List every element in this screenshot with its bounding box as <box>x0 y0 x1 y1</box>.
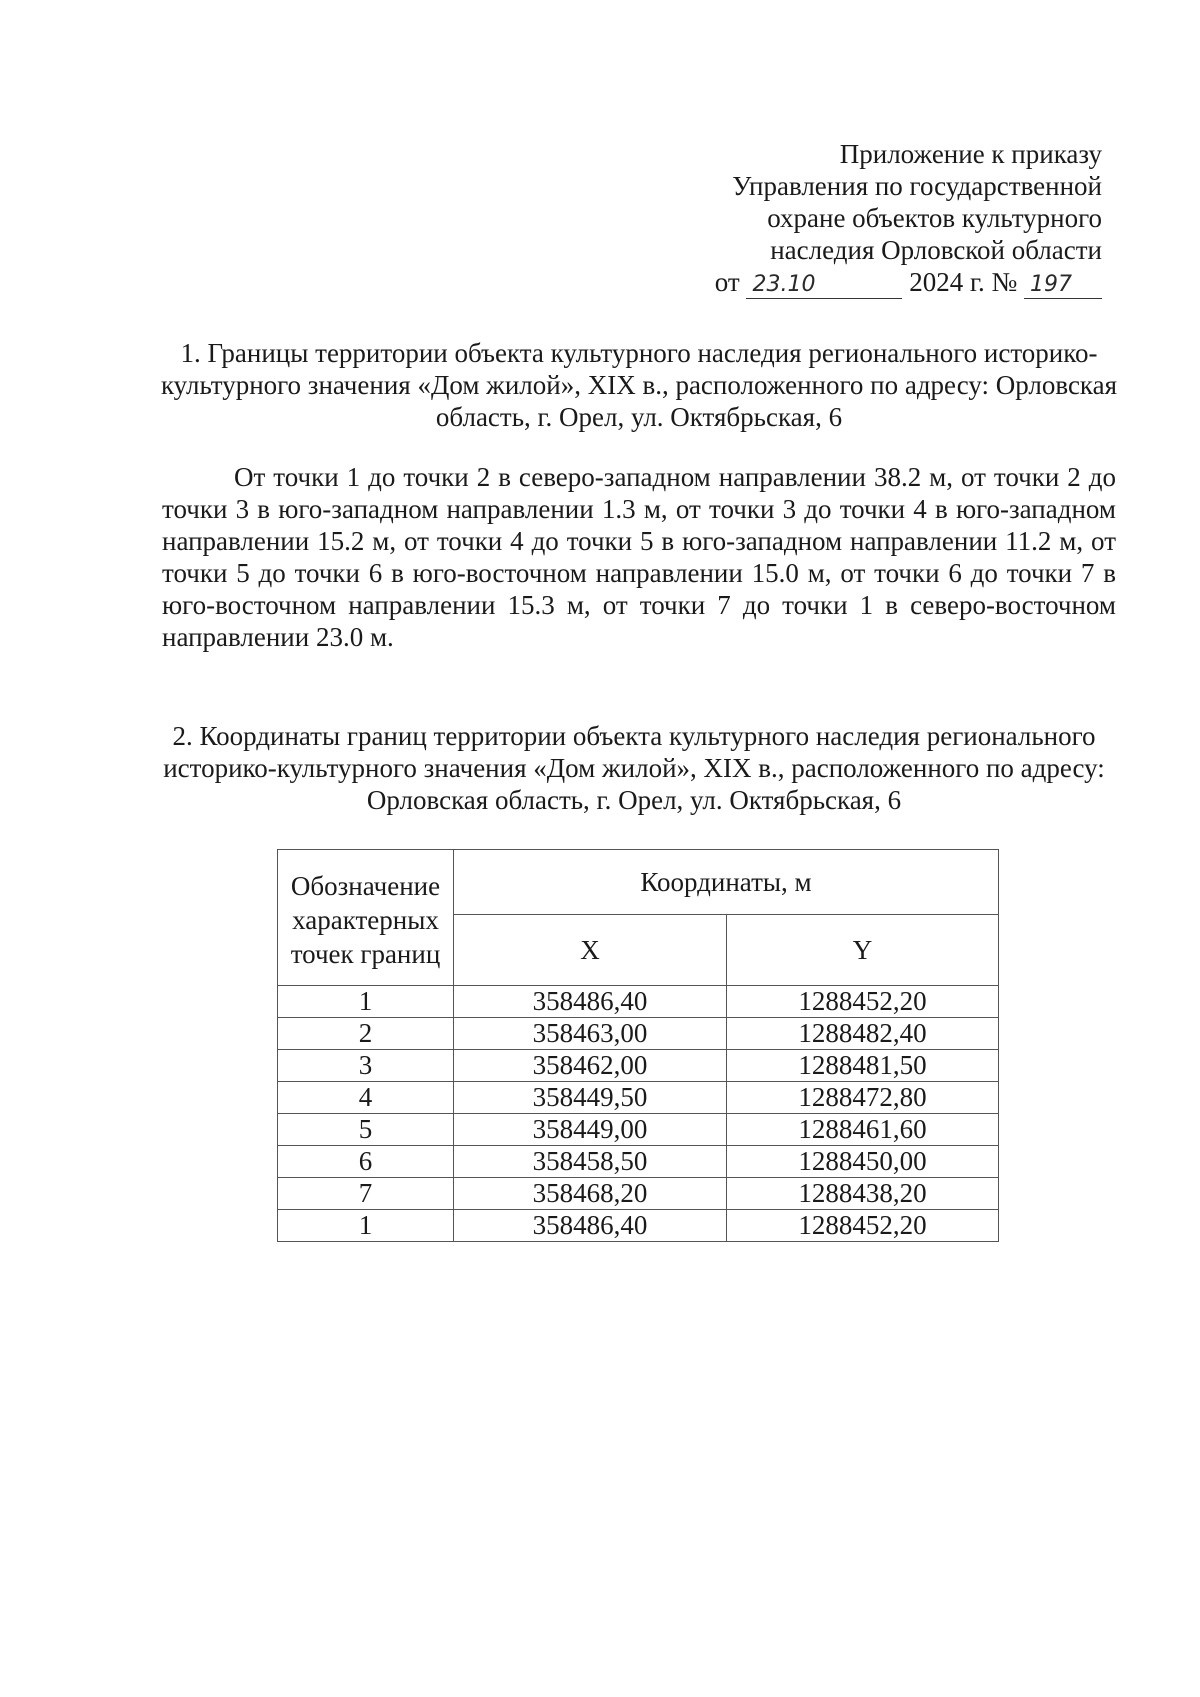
y-value: 1288472,80 <box>727 1082 999 1114</box>
x-header: X <box>454 915 727 986</box>
y-value: 1288452,20 <box>727 986 999 1018</box>
y-value: 1288482,40 <box>727 1018 999 1050</box>
x-value: 358462,00 <box>454 1050 727 1082</box>
table-row <box>278 1018 999 1050</box>
point-number: 6 <box>278 1146 454 1178</box>
appendix-line: Приложение к приказу <box>839 139 1102 169</box>
y-value: 1288450,00 <box>727 1146 999 1178</box>
x-value: 358468,20 <box>454 1178 727 1210</box>
y-value: 1288481,50 <box>727 1050 999 1082</box>
coordinates-header: Координаты, м <box>454 850 999 915</box>
point-number: 4 <box>278 1082 454 1114</box>
y-header: Y <box>727 915 999 986</box>
x-value: 358449,00 <box>454 1114 727 1146</box>
appendix-header <box>715 138 1102 299</box>
section-2-title: 2. Координаты границ территории объекта культурного наследия регионального историко-культурного значения «Дом жилой», XIX в., расположенного по адресу: Орловская область, г. Орел, ул. Октябрьская, 6 <box>163 721 1105 815</box>
y-value: 1288438,20 <box>727 1178 999 1210</box>
table-row <box>278 986 999 1018</box>
point-label-header: Обозначение характерных точек границ <box>278 850 454 986</box>
point-number: 2 <box>278 1018 454 1050</box>
date-prefix: от <box>714 267 740 297</box>
appendix-line: охране объектов культурного <box>767 203 1102 233</box>
point-number: 3 <box>278 1050 454 1082</box>
table-row <box>278 1050 999 1082</box>
x-value: 358486,40 <box>454 1210 727 1242</box>
table-row <box>278 1146 999 1178</box>
y-value: 1288452,20 <box>727 1210 999 1242</box>
coordinates-table <box>277 849 999 1242</box>
table-row <box>278 1114 999 1146</box>
point-number: 5 <box>278 1114 454 1146</box>
appendix-line: наследия Орловской области <box>770 235 1102 265</box>
x-value: 358486,40 <box>454 986 727 1018</box>
point-number: 1 <box>278 986 454 1018</box>
order-date-line <box>715 266 1102 299</box>
x-value: 358458,50 <box>454 1146 727 1178</box>
appendix-line: Управления по государственной <box>732 171 1102 201</box>
x-value: 358449,50 <box>454 1082 727 1114</box>
y-value: 1288461,60 <box>727 1114 999 1146</box>
point-number: 7 <box>278 1178 454 1210</box>
section-1-title: 1. Границы территории объекта культурного наследия регионального историко-культурного значения «Дом жилой», XIX в., расположенного по адресу: Орловская область, г. Орел, ул. Октябрьская, 6 <box>160 338 1118 432</box>
boundary-description: От точки 1 до точки 2 в северо-западном направлении 38.2 м, от точки 2 до точки 3 в юго-западном направлении 1.3 м, от точки 3 до точки 4 в юго-западном направлении 15.2 м, от точки 4 до точки 5 в юго-западном направлении 11.2 м, от точки 5 до точки 6 в юго-восточном направлении 15.0 м, от точки 6 до точки 7 в юго-восточном направлении 15.3 м, от точки 7 до точки 1 в северо-восточном направлении 23.0 м. <box>162 462 1116 652</box>
handwritten-date: 23.10 <box>746 272 902 299</box>
table-row <box>278 1210 999 1242</box>
year-text: 2024 г. № <box>909 267 1018 297</box>
handwritten-order-number: 197 <box>1024 272 1102 299</box>
point-number: 1 <box>278 1210 454 1242</box>
x-value: 358463,00 <box>454 1018 727 1050</box>
table-row <box>278 1178 999 1210</box>
table-row <box>278 1082 999 1114</box>
